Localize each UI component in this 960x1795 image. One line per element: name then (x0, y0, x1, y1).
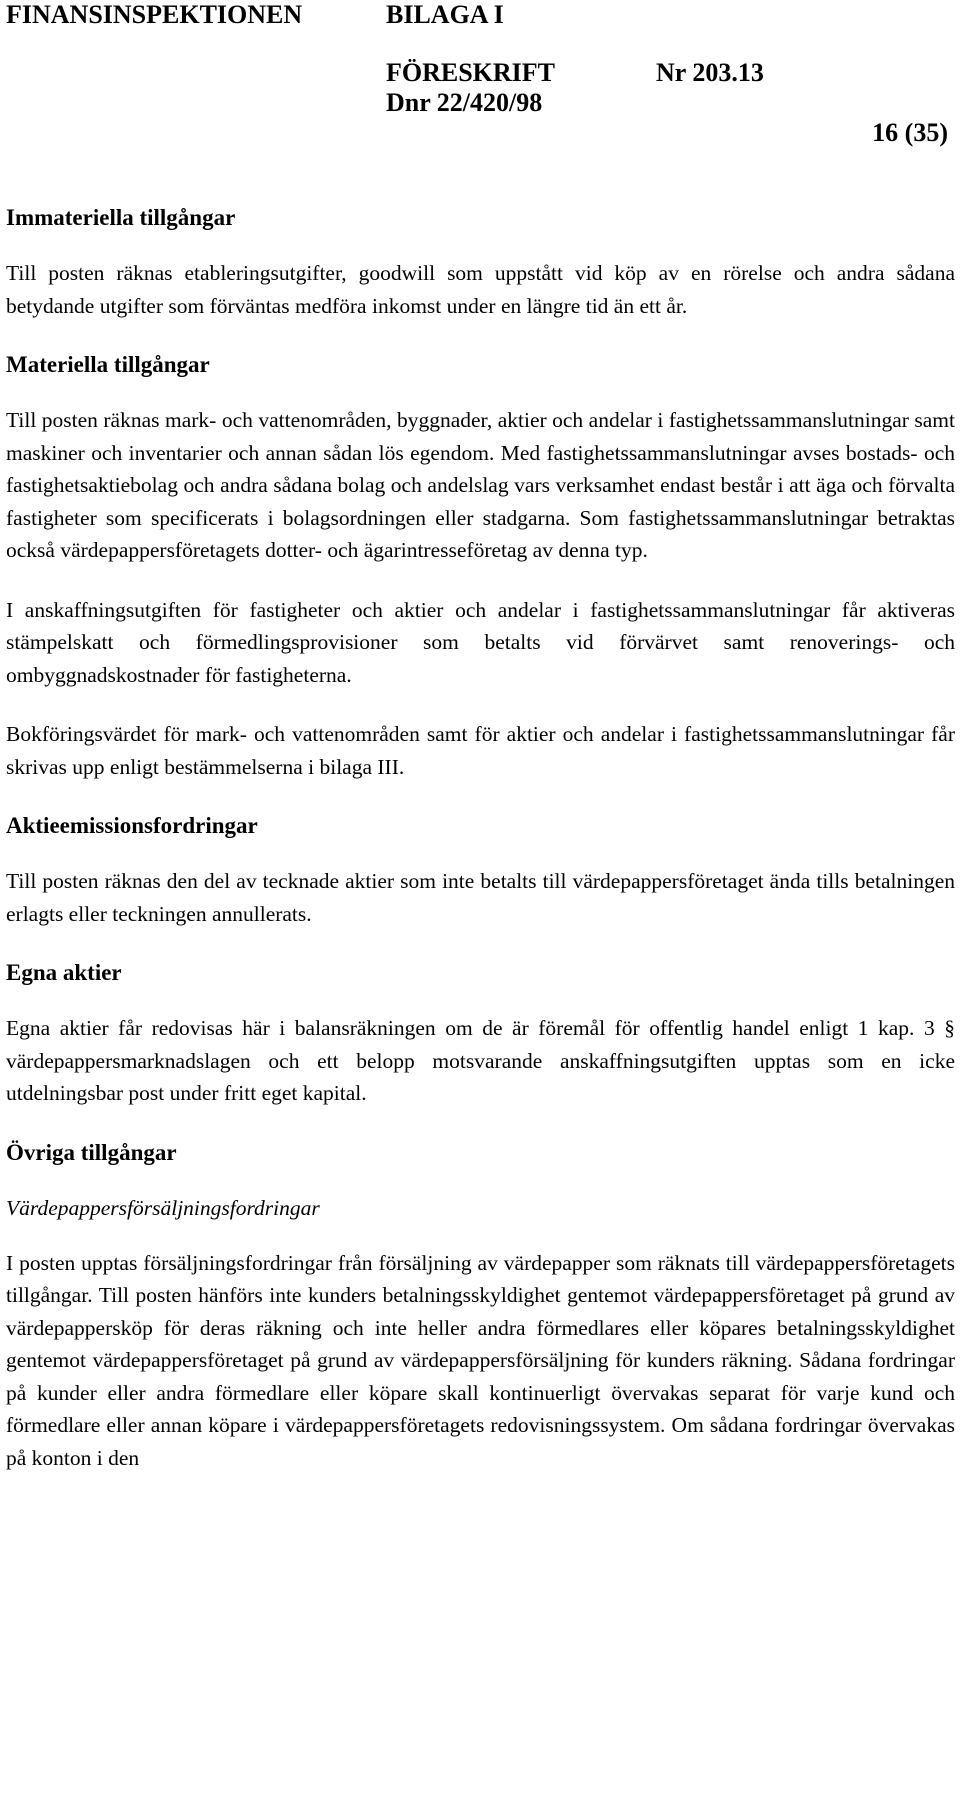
header-organization: FINANSINSPEKTIONEN (6, 0, 303, 29)
paragraph-aktieemission: Till posten räknas den del av tecknade aktier som inte betalts till värdepappersföretaget ända tills betalningen erlagts eller teckningen annullerats. (6, 869, 955, 926)
section-heading-materiella: Materiella tillgångar (6, 352, 210, 377)
section-heading-immateriella: Immateriella tillgångar (6, 205, 236, 230)
paragraph-materiella-2: I anskaffningsutgiften för fastigheter och aktier och andelar i fastighetssammanslutningar får aktiveras stämpelskatt och förmedlingsprovisioner som betalts vid förvärvet samt renoverings- och ombyggnadskostnader för fastigheterna. (6, 597, 955, 687)
section-heading-egna-aktier: Egna aktier (6, 960, 122, 985)
header-diarienummer: Dnr 22/420/98 (386, 88, 543, 117)
header-foreskrift: FÖRESKRIFT (386, 58, 556, 87)
section-heading-aktieemission: Aktieemissionsfordringar (6, 813, 258, 838)
paragraph-materiella-1: Till posten räknas mark- och vattenområden, byggnader, aktier och andelar i fastighetssammanslutningar samt maskiner och inventarier och annan sådan lös egendom. Med fastighetssammanslutningar avses bostads- och fastighetsaktiebolag och andra sådana bolag och andelslag vars verksamhet endast består i att äga och förvalta fastigheter som specificerats i bolagsordningen eller stadgarna. Som fastighetssammanslutningar betraktas också värdepappersföretagets dotter- och ägarintresseföretag av denna typ. (6, 408, 955, 562)
paragraph-immateriella: Till posten räknas etableringsutgifter, goodwill som uppstått vid köp av en rörelse och andra sådana betydande utgifter som förväntas medföra inkomst under en längre tid än ett år. (6, 261, 955, 318)
paragraph-egna-aktier: Egna aktier får redovisas här i balansräkningen om de är föremål för offentlig handel enligt 1 kap. 3 § värdepappersmarknadslagen och ett belopp motsvarande anskaffningsutgiften upptas som en icke utdelningsbar post under fritt eget kapital. (6, 1016, 955, 1105)
header-page-number: 16 (35) (872, 118, 948, 147)
paragraph-materiella-3: Bokföringsvärdet för mark- och vattenområden samt för aktier och andelar i fastighetssammanslutningar får skrivas upp enligt bestämmelserna i bilaga III. (6, 722, 955, 779)
subheading-fordringar: Värdepappersförsäljningsfordringar (6, 1195, 320, 1220)
header-bilaga: BILAGA I (386, 0, 504, 29)
document-body (6, 202, 955, 1501)
paragraph-fordringar: I posten upptas försäljningsfordringar från försäljning av värdepapper som räknats till värdepappersföretagets tillgångar. Till posten hänförs inte kunders betalningsskyldighet gentemot värdepappersföretaget på grund av värdepappersköp för deras räkning och inte heller andra förmedlares eller köpares betalningsskyldighet gentemot värdepappersföretaget på grund av värdepappersförsäljning för kunders räkning. Sådana fordringar på kunder eller andra förmedlare eller köpare skall kontinuerligt övervakas separat för varje kund och förmedlare eller annan köpare i värdepappersföretagets redovisningssystem. Om sådana fordringar övervakas på konton i den (6, 1250, 955, 1470)
section-heading-ovriga: Övriga tillgångar (6, 1139, 177, 1165)
header-regulation-number: Nr 203.13 (656, 58, 764, 87)
